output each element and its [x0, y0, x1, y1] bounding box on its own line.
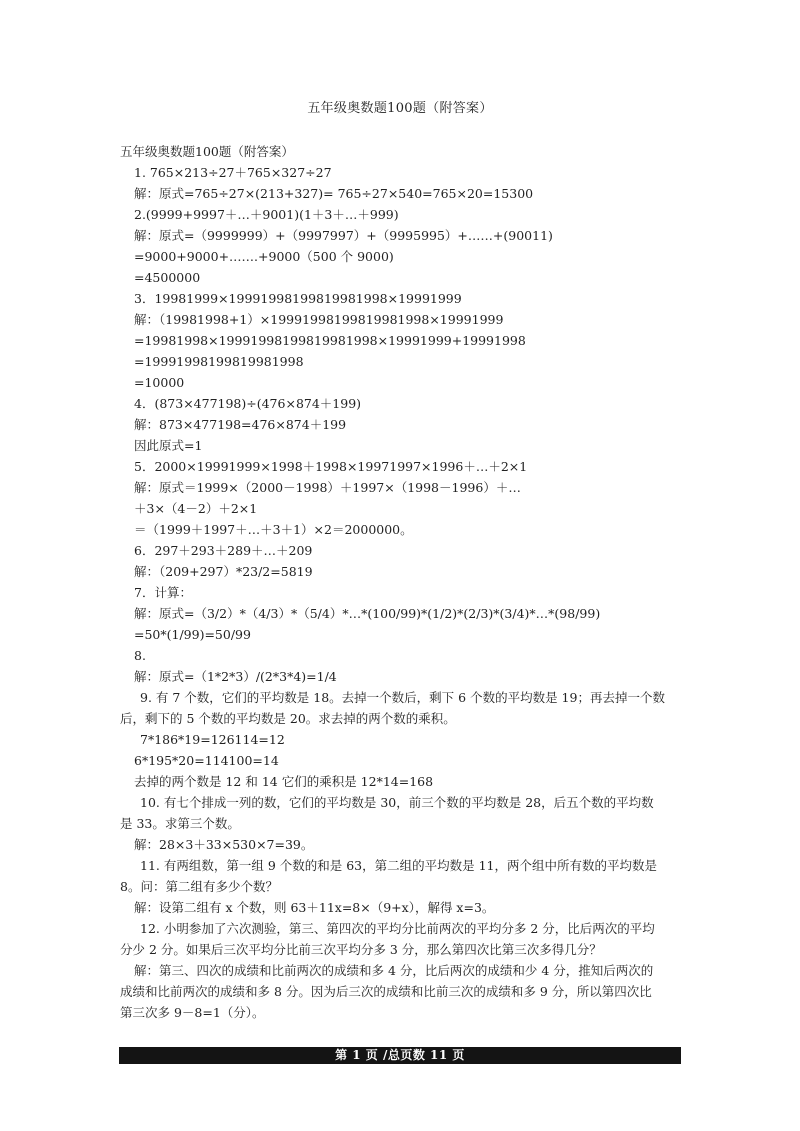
text-line: 解：原式=（3/2）*（4/3）*（5/4）*…*(100/99)*(1/2)*(2/3)*(3/4)*…*(98/99) — [134, 606, 601, 621]
text-line: 8. — [134, 648, 146, 663]
text-line: =10000 — [134, 375, 185, 390]
text-line: 8。问：第二组有多少个数？ — [120, 879, 278, 894]
text-line: 解：28×3＋33×530×7=39。 — [134, 837, 314, 852]
page-footer — [119, 1047, 681, 1064]
text-line: 3．19981999×19991998199819981998×19991999 — [134, 291, 462, 306]
text-line: 解：（19981998+1）×19991998199819981998×19991999 — [134, 312, 504, 327]
text-line: 解：873×477198=476×874＋199 — [134, 417, 347, 432]
text-line: 解：（209+297）*23/2=5819 — [134, 564, 313, 579]
text-line: 第三次多 9－8=1（分）。 — [120, 1005, 265, 1020]
section-heading: 五年级奥数题100题（附答案） — [120, 144, 294, 159]
text-line: 7．计算： — [134, 585, 192, 600]
text-line: 10. 有七个排成一列的数，它们的平均数是 30，前三个数的平均数是 28，后五个数的平均数 — [140, 795, 654, 810]
text-line: 6*195*20=114100=14 — [134, 753, 279, 768]
text-line: 1. 765×213÷27＋765×327÷27 — [134, 165, 332, 180]
text-line: 9. 有 7 个数，它们的平均数是 18。去掉一个数后，剩下 6 个数的平均数是 19；再去掉一个数 — [140, 690, 665, 705]
page-number-label: 第 1 页 /总页数 11 页 — [335, 1048, 465, 1062]
text-line: 解：原式＝1999×（2000－1998）＋1997×（1998－1996）＋… — [134, 480, 521, 495]
text-line: 因此原式=1 — [134, 438, 203, 453]
document-title: 五年级奥数题100题（附答案） — [307, 101, 493, 116]
text-line: ＋3×（4－2）＋2×1 — [134, 501, 258, 516]
text-line: 分少 2 分。如果后三次平均分比前三次平均分多 3 分，那么第四次比第三次多得几分？ — [120, 942, 602, 957]
text-line: 7*186*19=126114=12 — [140, 732, 285, 747]
text-line: 成绩和比前两次的成绩和多 8 分。因为后三次的成绩和比前三次的成绩和多 9 分，所以第四次比 — [120, 984, 652, 999]
text-line: =9000+9000+…….+9000（500 个 9000) — [134, 249, 394, 264]
text-line: =50*(1/99)=50/99 — [134, 627, 251, 642]
text-line: 6．297＋293＋289＋…＋209 — [134, 543, 313, 558]
text-line: 后，剩下的 5 个数的平均数是 20。求去掉的两个数的乘积。 — [120, 711, 456, 726]
text-line: 5．2000×19991999×1998＋1998×19971997×1996＋…＋2×1 — [134, 459, 528, 474]
text-line: 4．(873×477198)÷(476×874＋199) — [134, 396, 362, 411]
text-line: 解：原式=765÷27×(213+327)= 765÷27×540=765×20=15300 — [134, 186, 534, 201]
text-line: =19981998×19991998199819981998×19991999+19991998 — [134, 333, 526, 348]
text-line: ＝（1999＋1997＋…＋3＋1）×2＝2000000。 — [134, 522, 413, 537]
body-lines — [120, 162, 680, 1023]
text-line: 11. 有两组数，第一组 9 个数的和是 63，第二组的平均数是 11，两个组中所有数的平均数是 — [140, 858, 658, 873]
text-line: 解：原式=（9999999）+（9997997）+（9995995）+……+(90011) — [134, 228, 553, 243]
text-line: 解：设第二组有 x 个数，则 63＋11x=8×（9+x），解得 x=3。 — [134, 900, 495, 915]
text-line: 2.(9999+9997＋…＋9001)(1＋3＋…＋999) — [134, 207, 399, 222]
text-line: 解：第三、四次的成绩和比前两次的成绩和多 4 分，比后两次的成绩和少 4 分，推知后两次的 — [134, 963, 654, 978]
text-line: 是 33。求第三个数。 — [120, 816, 240, 831]
text-line: 12. 小明参加了六次测验，第三、第四次的平均分比前两次的平均分多 2 分，比后两次的平均 — [140, 921, 655, 936]
text-line: =4500000 — [134, 270, 201, 285]
text-line: 解：原式=（1*2*3）/(2*3*4)=1/4 — [134, 669, 337, 684]
text-line: 去掉的两个数是 12 和 14 它们的乘积是 12*14=168 — [134, 774, 434, 789]
document-body — [120, 141, 680, 1023]
text-line: =19991998199819981998 — [134, 354, 304, 369]
